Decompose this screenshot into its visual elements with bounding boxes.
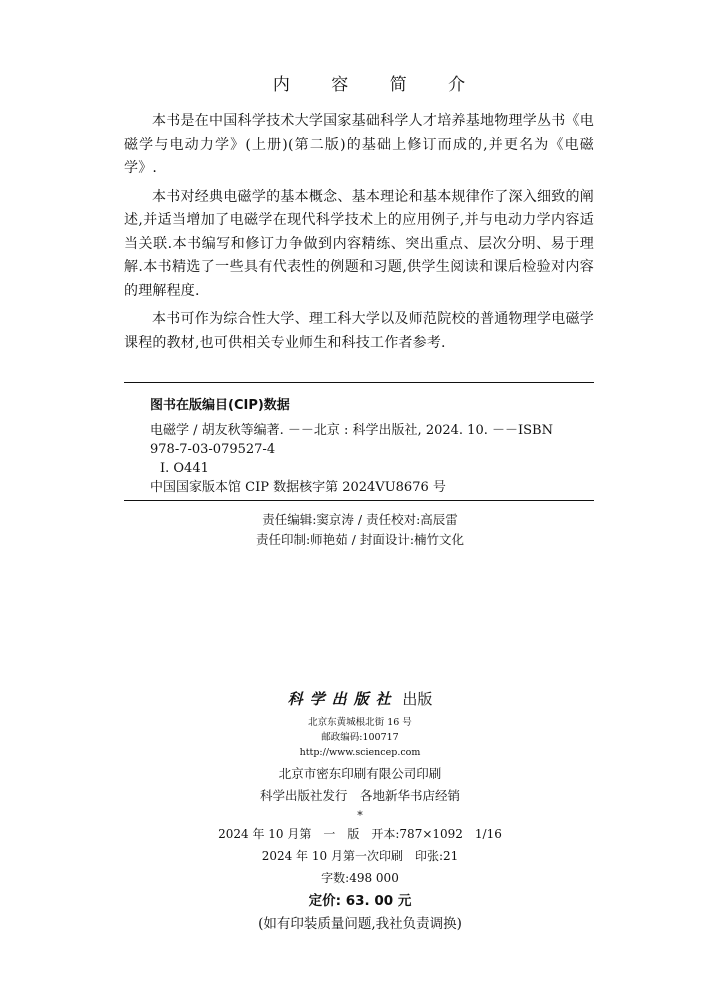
- price-line: 定价: 63. 00 元: [308, 893, 412, 909]
- publisher-logo: 科学出版社: [287, 690, 398, 708]
- credits-editors: 责任编辑:窦京涛 / 责任校对:高辰雷: [262, 512, 458, 527]
- intro-paragraph-3: 本书可作为综合性大学、理工科大学以及师范院校的普通物理学电磁学课程的教材,也可供相关专业师生和科技工作者参考.: [124, 311, 594, 351]
- imprint-block: [0, 688, 720, 935]
- edition-line: 2024 年 10 月第 一 版 开本:787×1092 1/16: [218, 827, 502, 841]
- cip-heading: 图书在版编目(CIP)数据: [150, 398, 290, 413]
- cip-line-3: Ⅰ. O441: [160, 461, 209, 476]
- intro-paragraph-1: 本书是在中国科学技术大学国家基础科学人才培养基地物理学丛书《电磁学与电动力学》(上册)(第二版)的基础上修订而成的,并更名为《电磁学》.: [124, 113, 594, 176]
- cip-top-rule: [124, 382, 594, 383]
- publisher-address: 北京东黄城根北街 16 号: [308, 717, 412, 728]
- cip-line-1: 电磁学 / 胡友秋等编著. －－北京 : 科学出版社, 2024. 10. －－ISBN: [150, 423, 553, 438]
- intro-section: [124, 110, 594, 360]
- printer-line: 北京市密东印刷有限公司印刷: [278, 766, 442, 781]
- publisher-postcode: 邮政编码:100717: [321, 732, 399, 743]
- separator-star: *: [357, 809, 363, 822]
- cip-line-4: 中国国家版本馆 CIP 数据核字第 2024VU8676 号: [150, 480, 446, 495]
- intro-title: 内 容 简 介: [272, 75, 484, 95]
- cip-block: [150, 396, 594, 497]
- publisher-line: [0, 688, 720, 709]
- word-count-line: 字数:498 000: [321, 871, 399, 885]
- publisher-suffix: 出版: [402, 690, 433, 708]
- credits-block: [0, 510, 720, 550]
- credits-production: 责任印制:师艳茹 / 封面设计:楠竹文化: [255, 532, 465, 547]
- publisher-url: http://www.sciencep.com: [299, 747, 421, 758]
- printing-line: 2024 年 10 月第一次印刷 印张:21: [261, 849, 459, 863]
- cip-bottom-rule: [124, 500, 594, 501]
- cip-line-2: 978-7-03-079527-4: [150, 442, 276, 457]
- quality-note: (如有印装质量问题,我社负责调换): [258, 916, 462, 932]
- distribution-line: 科学出版社发行 各地新华书店经销: [259, 788, 460, 803]
- intro-paragraph-2: 本书对经典电磁学的基本概念、基本理论和基本规律作了深入细致的阐述,并适当增加了电磁学在现代科学技术上的应用例子,并与电动力学内容适当关联.本书编写和修订力争做到内容精练、突出重点、层次分明、易于理解.本书精选了一些具有代表性的例题和习题,供学生阅读和课后检验对内容的理解程度.: [124, 188, 594, 299]
